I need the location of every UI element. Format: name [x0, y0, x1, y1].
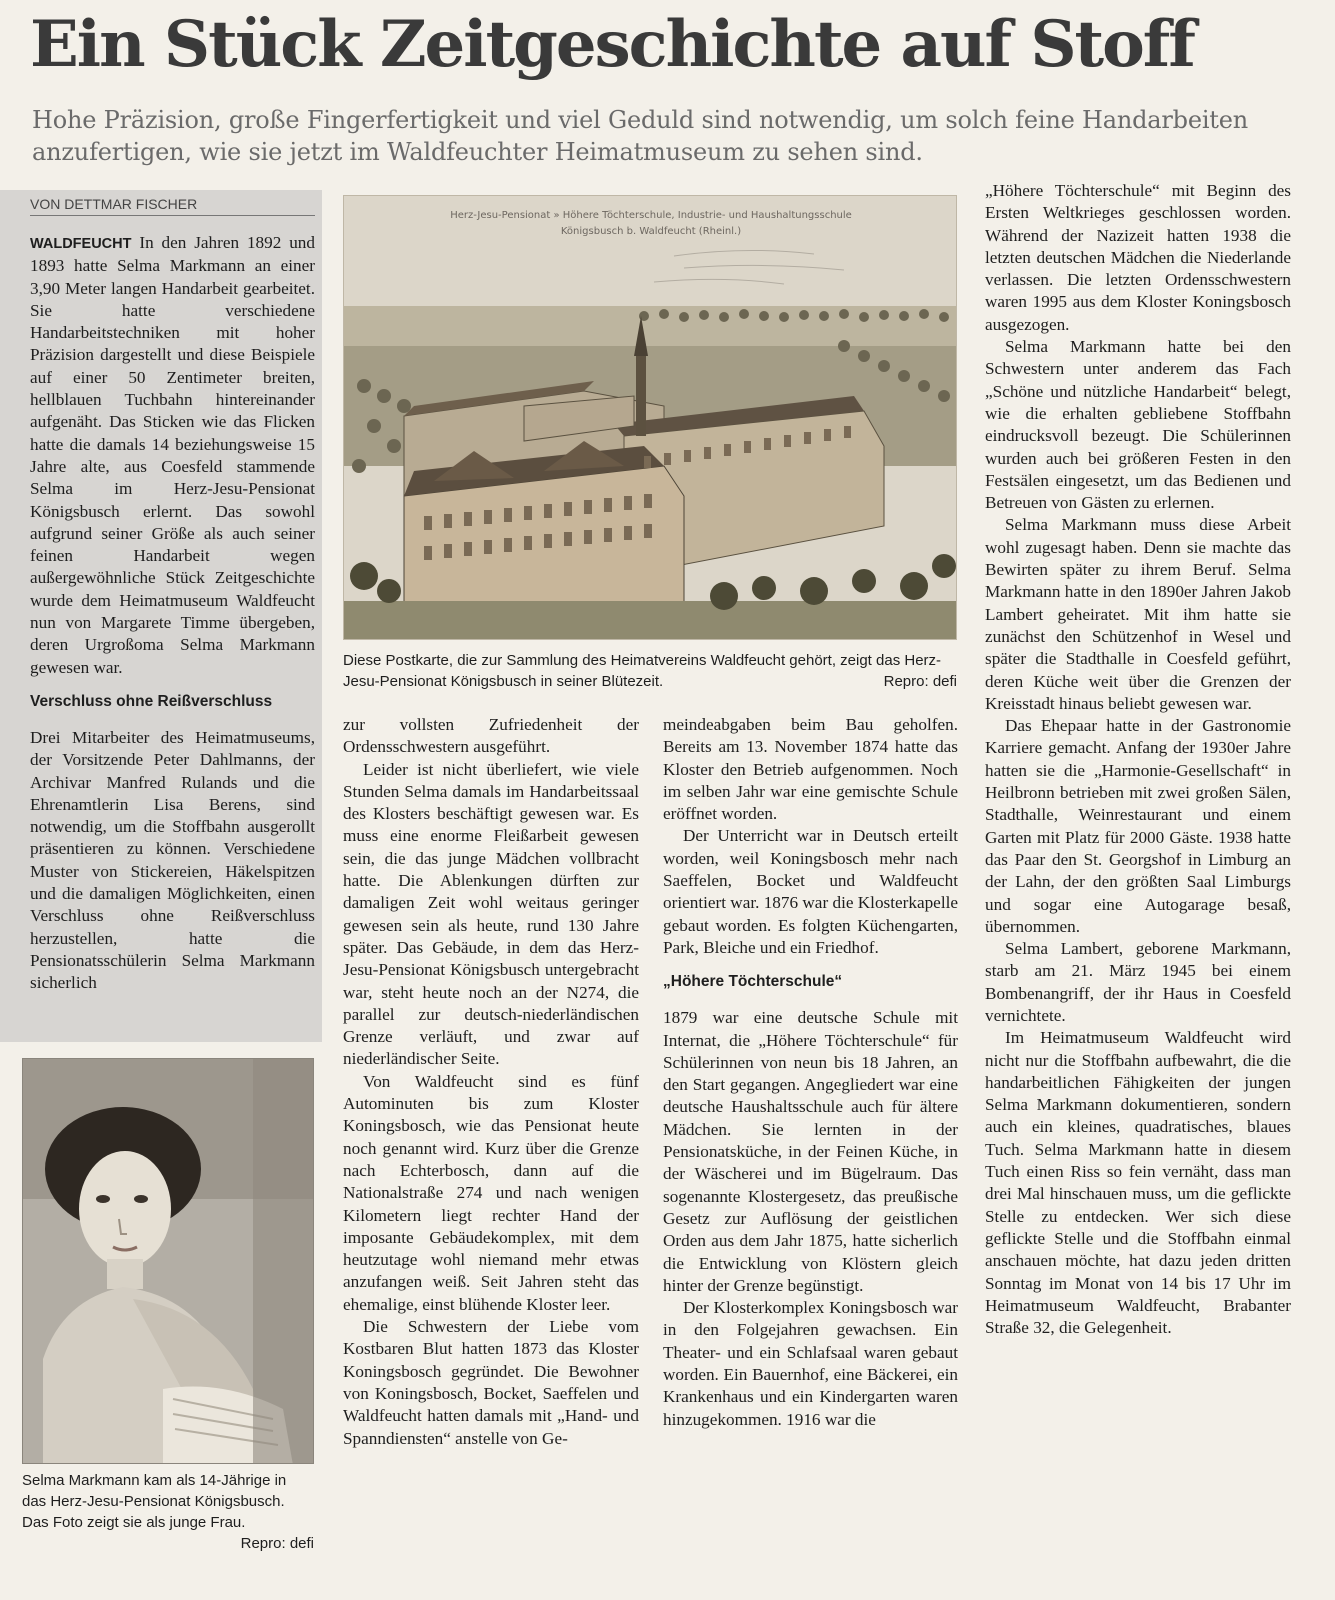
paragraph: Das Ehepaar hatte in der Gastronomie Karriere gemacht. Anfang der 1930er Jahre hatten sie die „Harmonie-Gesellschaft“ in Heilbronn betrieben mit zwei großen Sälen, Stadthalle, Weinrestaurant und einem Garten mit Platz für 2000 Gäste. 1938 hatte das Paar den St. Georgshof in Limburg an der Lahn, der den größten Saal Limburgs und sogar eine Autogarage besaß, übernommen. [985, 716, 1291, 936]
subtitle: Hohe Präzision, große Fingerfertigkeit und viel Geduld sind notwendig, um solch feine Handarbeiten anzufertigen, wie sie jetzt im Waldfeuchter Heimatmuseum zu sehen sind. [32, 106, 1249, 166]
column-2 [343, 714, 639, 1450]
paragraph: zur vollsten Zufriedenheit der Ordensschwestern ausgeführt. [343, 715, 639, 757]
postcard-header-line1: Herz-Jesu-Pensionat » Höhere Töchterschule, Industrie- und Haushaltungsschule [450, 210, 852, 221]
paragraph: Drei Mitarbeiter des Heimatmuseums, der Vorsitzende Peter Dahlmanns, der Archivar Manfred Rulands und die Ehrenamtlerin Lisa Berens, sind notwendig, um die Stoffbahn ausgerollt präsentieren zu können. Verschiedene Muster von Stickereien, Häkelspitzen und die damaligen Möglichkeiten, einen Verschluss ohne Reißverschluss herzustellen, hatte die Pensionatsschülerin Selma Markmann sicherlich [30, 727, 315, 993]
postcard-image [343, 195, 957, 640]
paragraph: Selma Markmann hatte bei den Schwestern unter anderem das Fach „Schöne und nützliche Handarbeit“ belegt, wie die erhalten gebliebene Stoffbahn eindrucksvoll bezeugt. Die Schülerinnen wurden auch bei größeren Festen in den Festsälen eingesetzt, um das Bedienen und Betreuen von Gästen zu erlernen. [985, 337, 1291, 513]
paragraph-text: In den Jahren 1892 und 1893 hatte Selma Markmann an einer 3,90 Meter langen Handarbeit gearbeitet. Sie hatte verschiedene Handarbeitstechniken mit hoher Präzision dargestellt und diese Beispiele auf einer 50 Zentimeter breiten, hellblauen Tuchbahn hintereinander aufgenäht. Das Sticken wie das Flicken hatte die damals 14 beziehungsweise 15 Jahre alte, aus Coesfeld stammende Selma im Herz-Jesu-Pensionat Königsbusch erlernt. Das sowohl aufgrund seiner Größe als auch seiner feinen Handarbeit wegen außergewöhnliche Stück Zeitgeschichte wurde dem Heimatmuseum Waldfeucht nun von Margarete Timme übergeben, deren Urgroßoma Selma Markmann gewesen war. [30, 233, 315, 677]
postcard-caption [343, 650, 957, 692]
column-1 [30, 232, 315, 995]
portrait-caption [22, 1470, 314, 1554]
paragraph: Der Klosterkomplex Koningsbosch war in den Folgejahren gewachsen. Ein Theater- und ein Schlafsaal waren gebaut worden. Ein Bauernhof, eine Bäckerei, ein Krankenhaus und ein Kindergarten waren hinzugekommen. 1916 war die [663, 1298, 958, 1429]
column-3 [663, 714, 958, 1431]
dateline: WALDFEUCHT [30, 236, 132, 252]
paragraph: Leider ist nicht überliefert, wie viele Stunden Selma damals im Handarbeitssaal des Klosters beschäftigt gewesen war. Es muss eine enorme Fleißarbeit gewesen sein, die das junge Mädchen vollbracht hatte. Die Ablenkungen dürften zur damaligen Zeit wohl weitaus geringer gewesen sein als heute, rund 130 Jahre später. Das Gebäude, in dem das Herz-Jesu-Pensionat Königsbusch untergebracht war, steht heute noch an der N274, die parallel zur deutsch-niederländischen Grenze verläuft, und zwar auf niederländischer Seite. [343, 759, 639, 1069]
paragraph: Von Waldfeucht sind es fünf Autominuten bis zum Kloster Koningsbosch, wie das Pensionat heute noch genannt wird. Kurz über die Grenze nach Echterbosch, dann auf die Nationalstraße 274 und nach wenigen Kilometern liegt rechter Hand der imposante Gebäudekomplex, mit dem heutzutage wohl niemand mehr etwas anzufangen weiß. Seit Jahren steht das ehemalige, einst blühende Kloster leer. [343, 1071, 639, 1314]
postcard-header-line2: Königsbusch b. Waldfeucht (Rheinl.) [560, 226, 742, 237]
headline: Ein Stück Zeitgeschichte auf Stoff [30, 7, 1194, 82]
byline: VON DETTMAR FISCHER [30, 195, 315, 216]
paragraph: Im Heimatmuseum Waldfeucht wird nicht nur die Stoffbahn aufbewahrt, die die handarbeitlichen Fähigkeiten der jungen Selma Markmann dokumentieren, sondern auch ein kleines, quadratisches, blaues Tuch. Selma Markmann hatte in diesem Tuch einen Riss so fein vernäht, dass man drei Mal hinschauen muss, um die geflickte Stelle zu entdecken. Wer sich diese geflickte Stelle und die Stoffbahn einmal anschauen möchte, hat dazu jeden dritten Sonntag im Monat von 14 bis 17 Uhr im Heimatmuseum Waldfeucht, Brabanter Straße 32, die Gelegenheit. [985, 1028, 1291, 1338]
paragraph: Die Schwestern der Liebe vom Kostbaren Blut hatten 1873 das Kloster Koningsbosch gegründet. Die Bewohner von Koningsbosch, Bocket, Saeffelen und Waldfeucht hatten damals mit „Hand- und Spanndiensten“ anstelle von Ge- [343, 1317, 639, 1448]
paragraph: Selma Markmann muss diese Arbeit wohl zugesagt haben. Denn sie machte das Bewirten später zu ihrem Beruf. Selma Markmann hatte in den 1890er Jahren Jakob Lambert geheiratet. Mit ihm hatte sie zunächst den Schützenhof in Wesel und später die Stadthalle in Coesfeld geführt, deren Küche weit über die Grenzen der Kreisstadt hinaus beliebt gewesen war. [985, 515, 1291, 713]
paragraph: meindeabgaben beim Bau geholfen. Bereits am 13. November 1874 hatte das Kloster den Betrieb aufgenommen. Noch im selben Jahr war eine gemischte Schule eröffnet worden. [663, 715, 958, 824]
paragraph: „Höhere Töchterschule“ mit Beginn des Ersten Weltkrieges geschlossen worden. Während der Nazizeit hatten 1938 die letzten deutschen Mädchen die Niederlande verlassen. Die letzten Ordensschwestern waren 1995 aus dem Kloster Koningsbosch ausgezogen. [985, 181, 1291, 334]
photo-credit: Repro: defi [240, 1535, 314, 1552]
column-4 [985, 180, 1291, 1339]
paragraph [30, 232, 315, 679]
subheading: Verschluss ohne Reißverschluss [30, 692, 273, 710]
subheading: „Höhere Töchterschule“ [663, 973, 843, 991]
caption-text: Diese Postkarte, die zur Sammlung des Heimatvereins Waldfeucht gehört, zeigt das Herz-Jesu-Pensionat Königsbusch in seiner Blütezeit. [343, 652, 942, 690]
paragraph: Selma Lambert, geborene Markmann, starb am 21. März 1945 bei einem Bombenangriff, der ihr Haus in Coesfeld vernichtete. [985, 939, 1291, 1025]
paragraph: 1879 war eine deutsche Schule mit Internat, die „Höhere Töchterschule“ für Schülerinnen von neun bis 18 Jahren, an den Start gegangen. Angegliedert war eine deutsche Haushaltsschule auch für ältere Mädchen. Sie lernten in der Pensionatsküche, in der Feinen Küche, in der Wäscherei und im Bügelraum. Das sogenannte Klostergesetz, das preußische Gesetz zur Auflösung der geistlichen Orden aus dem Jahr 1875, hatte sicherlich die Entwicklung von Klöstern gleich hinter der Grenze begünstigt. [663, 1008, 958, 1295]
caption-text: Selma Markmann kam als 14-Jährige in das Herz-Jesu-Pensionat Königsbusch. Das Foto zeigt sie als junge Frau. [22, 1472, 287, 1531]
postcard-illustration [344, 196, 957, 640]
portrait-photo [22, 1058, 314, 1464]
photo-credit: Repro: defi [883, 673, 957, 690]
portrait-illustration [23, 1059, 314, 1464]
paragraph: Der Unterricht war in Deutsch erteilt worden, weil Koningsbosch mehr nach Saeffelen, Bocket und Waldfeucht orientiert war. 1876 war die Klosterkapelle gebaut worden. Es folgten Küchengarten, Park, Bleiche und ein Friedhof. [663, 826, 958, 957]
